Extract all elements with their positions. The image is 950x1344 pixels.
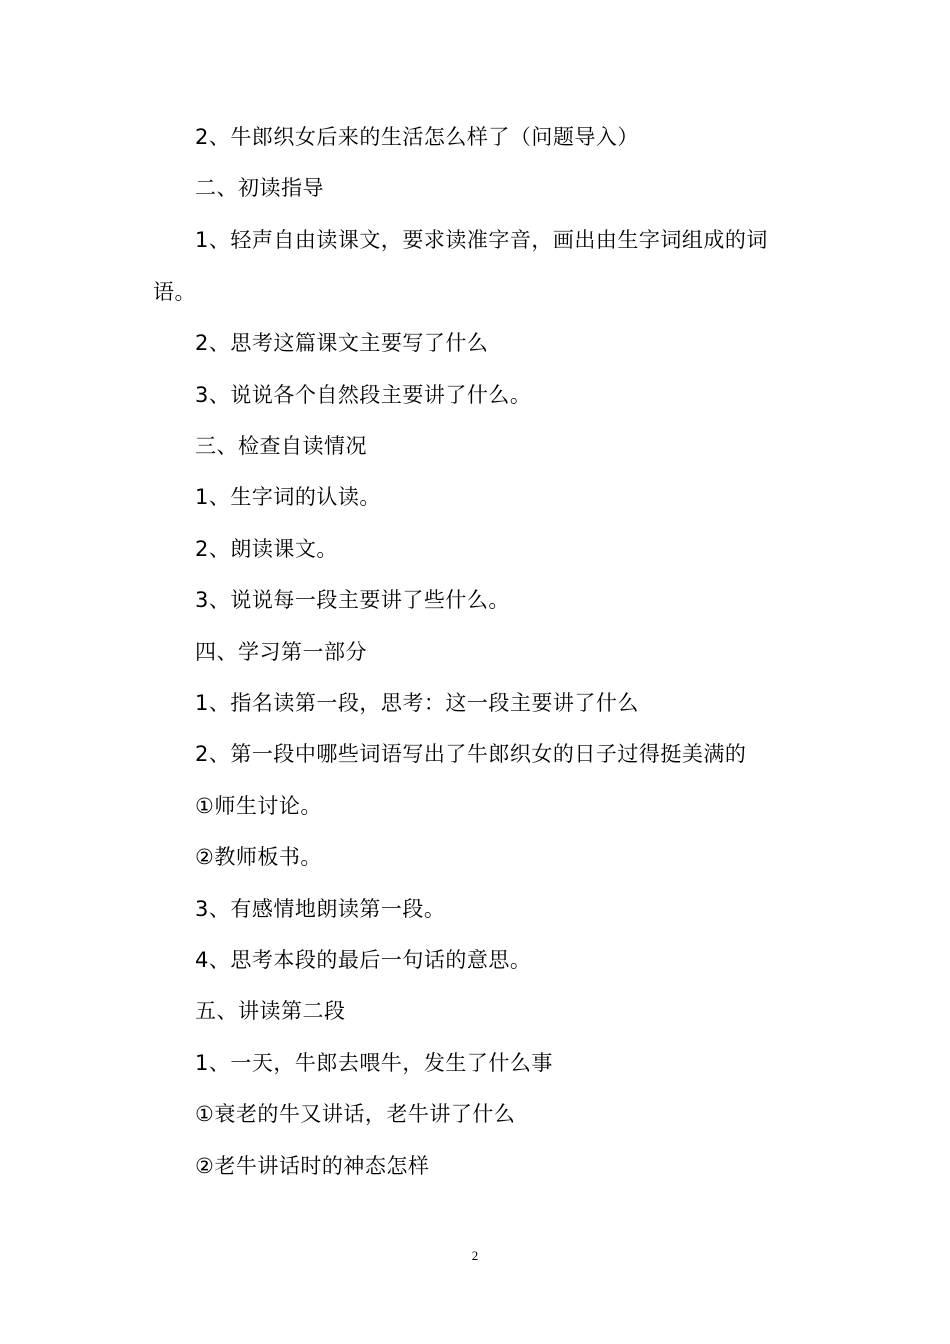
text-line: 2、第一段中哪些词语写出了牛郎织女的日子过得挺美满的: [195, 742, 747, 766]
page-number: 2: [471, 1248, 479, 1263]
text-line: 3、说说每一段主要讲了些什么。: [195, 588, 510, 612]
section-heading: 四、学习第一部分: [195, 640, 367, 664]
text-line: ②老牛讲话时的神态怎样: [195, 1154, 430, 1178]
text-line: 1、指名读第一段，思考：这一段主要讲了什么: [195, 691, 639, 715]
section-heading: 五、讲读第二段: [195, 999, 346, 1023]
text-line: ①衰老的牛又讲话，老牛讲了什么: [195, 1102, 516, 1126]
text-line: 2、朗读课文。: [195, 537, 338, 561]
text-line: 1、生字词的认读。: [195, 485, 381, 509]
section-heading: 二、初读指导: [195, 176, 324, 200]
section-heading: 三、检查自读情况: [195, 434, 367, 458]
text-line: 3、说说各个自然段主要讲了什么。: [195, 383, 532, 407]
text-line: ①师生讨论。: [195, 794, 322, 818]
text-line: ②教师板书。: [195, 845, 322, 869]
text-line: 4、思考本段的最后一句话的意思。: [195, 948, 532, 972]
text-line: 1、一天，牛郎去喂牛，发生了什么事: [195, 1051, 553, 1075]
text-line: 2、牛郎织女后来的生活怎么样了（问题导入）: [195, 125, 639, 149]
text-line: 3、有感情地朗读第一段。: [195, 897, 446, 921]
text-line: 2、思考这篇课文主要写了什么: [195, 331, 489, 355]
text-line-continuation: 语。: [153, 280, 196, 304]
text-line: 1、轻声自由读课文，要求读准字音，画出由生字词组成的词: [195, 228, 768, 252]
